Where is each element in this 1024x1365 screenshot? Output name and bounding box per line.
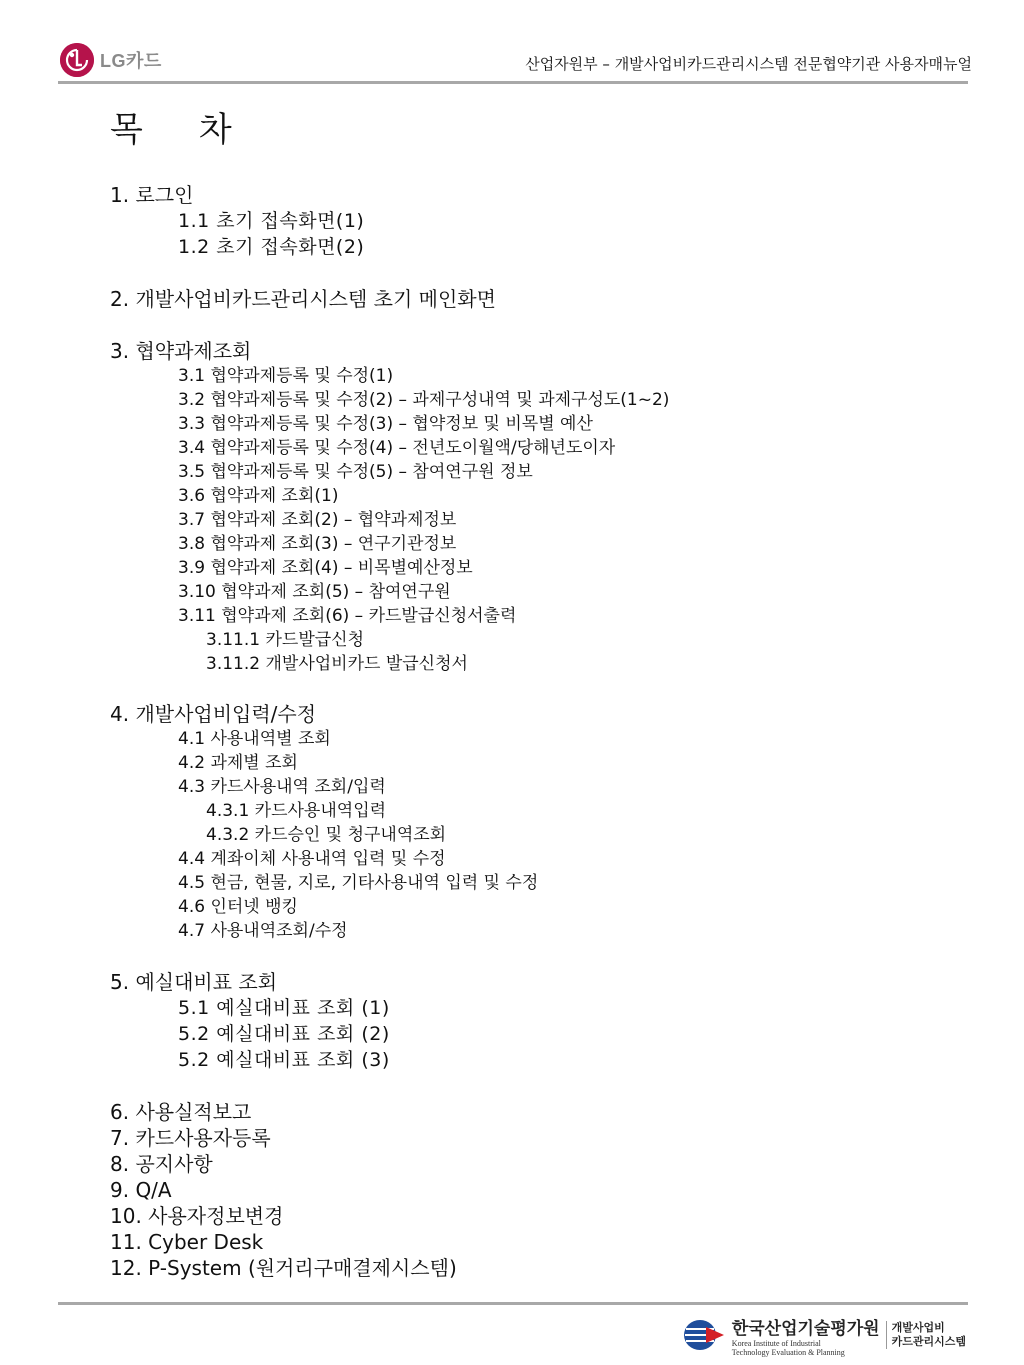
toc-item-4-3-1: 4.3.1 카드사용내역입력 bbox=[206, 801, 387, 821]
toc-section-11: 11. Cyber Desk bbox=[110, 1230, 264, 1254]
toc-section-5: 5. 예실대비표 조회 bbox=[110, 970, 278, 994]
toc-item-3-7: 3.7 협약과제 조회(2) – 협약과제정보 bbox=[178, 510, 457, 530]
toc-item-5-1: 5.1 예실대비표 조회 (1) bbox=[178, 997, 390, 1019]
system-name-line2: 카드관리시스템 bbox=[891, 1335, 966, 1348]
toc-item-3-8: 3.8 협약과제 조회(3) – 연구기관정보 bbox=[178, 534, 457, 554]
toc-item-1-2: 1.2 초기 접속화면(2) bbox=[178, 236, 365, 258]
kitep-logo bbox=[682, 1310, 966, 1360]
toc-item-3-5: 3.5 협약과제등록 및 수정(5) – 참여연구원 정보 bbox=[178, 462, 533, 482]
toc-section-7: 7. 카드사용자등록 bbox=[110, 1126, 271, 1150]
toc-item-4-3: 4.3 카드사용내역 조회/입력 bbox=[178, 777, 386, 797]
toc-item-5-2: 5.2 예실대비표 조회 (2) bbox=[178, 1023, 390, 1045]
toc-item-3-10: 3.10 협약과제 조회(5) – 참여연구원 bbox=[178, 582, 451, 602]
top-divider bbox=[58, 81, 968, 84]
toc-item-3-4: 3.4 협약과제등록 및 수정(4) – 전년도이월액/당해년도이자 bbox=[178, 438, 616, 458]
lg-card-brand-text: LG카드 bbox=[100, 51, 162, 71]
kitep-name-english-line2: Technology Evaluation & Planning bbox=[731, 1347, 845, 1357]
toc-item-3-11-2: 3.11.2 개발사업비카드 발급신청서 bbox=[206, 654, 468, 674]
kitep-name-korean: 한국산업기술평가원 bbox=[731, 1318, 880, 1339]
toc-section-9: 9. Q/A bbox=[110, 1178, 172, 1202]
toc-item-1-1: 1.1 초기 접속화면(1) bbox=[178, 210, 365, 232]
bottom-divider bbox=[58, 1302, 968, 1305]
lg-card-logo bbox=[60, 40, 162, 80]
kitep-name-english-line1: Korea Institute of Industrial bbox=[731, 1338, 821, 1348]
toc-section-4: 4. 개발사업비입력/수정 bbox=[110, 702, 317, 726]
toc-item-4-7: 4.7 사용내역조회/수정 bbox=[178, 921, 348, 941]
toc-item-4-5: 4.5 현금, 현물, 지로, 기타사용내역 입력 및 수정 bbox=[178, 873, 539, 893]
system-name-line1: 개발사업비 bbox=[891, 1321, 945, 1334]
manual-title: 산업자원부 – 개발사업비카드관리시스템 전문협약기관 사용자매뉴얼 bbox=[525, 55, 972, 73]
toc-section-3: 3. 협약과제조회 bbox=[110, 339, 252, 363]
toc-item-3-11: 3.11 협약과제 조회(6) – 카드발급신청서출력 bbox=[178, 606, 517, 626]
toc-item-4-6: 4.6 인터넷 뱅킹 bbox=[178, 897, 298, 917]
toc-section-6: 6. 사용실적보고 bbox=[110, 1100, 252, 1124]
toc-item-4-4: 4.4 계좌이체 사용내역 입력 및 수정 bbox=[178, 849, 446, 869]
toc-section-8: 8. 공지사항 bbox=[110, 1152, 213, 1176]
toc-section-10: 10. 사용자정보변경 bbox=[110, 1204, 284, 1228]
toc-section-2: 2. 개발사업비카드관리시스템 초기 메인화면 bbox=[110, 287, 496, 311]
toc-item-4-3-2: 4.3.2 카드승인 및 청구내역조회 bbox=[206, 825, 447, 845]
lg-face-icon bbox=[60, 43, 94, 77]
toc-item-3-1: 3.1 협약과제등록 및 수정(1) bbox=[178, 366, 394, 386]
toc-item-4-1: 4.1 사용내역별 조회 bbox=[178, 729, 331, 749]
toc-item-3-3: 3.3 협약과제등록 및 수정(3) – 협약정보 및 비목별 예산 bbox=[178, 414, 593, 434]
kitep-emblem-icon bbox=[682, 1317, 726, 1353]
toc-section-1: 1. 로그인 bbox=[110, 183, 194, 207]
page-title-first: 목 bbox=[110, 110, 143, 150]
toc-item-3-9: 3.9 협약과제 조회(4) – 비목별예산정보 bbox=[178, 558, 473, 578]
table-of-contents bbox=[110, 182, 970, 1281]
toc-item-5-3: 5.2 예실대비표 조회 (3) bbox=[178, 1049, 390, 1071]
toc-item-3-2: 3.2 협약과제등록 및 수정(2) – 과제구성내역 및 과제구성도(1~2) bbox=[178, 390, 670, 410]
toc-item-3-11-1: 3.11.1 카드발급신청 bbox=[206, 630, 365, 650]
toc-item-3-6: 3.6 협약과제 조회(1) bbox=[178, 486, 339, 506]
toc-section-12: 12. P-System (원거리구매결제시스템) bbox=[110, 1256, 457, 1280]
page-title bbox=[110, 102, 232, 151]
page-title-second: 차 bbox=[198, 110, 232, 150]
toc-item-4-2: 4.2 과제별 조회 bbox=[178, 753, 298, 773]
